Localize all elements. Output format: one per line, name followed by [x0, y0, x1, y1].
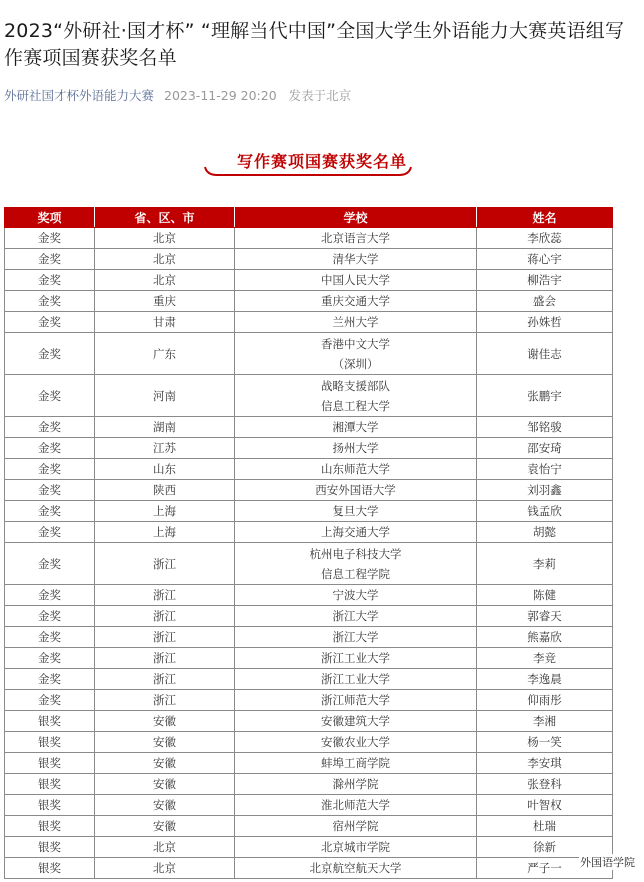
header-province: 省、区、市: [95, 208, 235, 228]
cell-school: 浙江工业大学: [235, 648, 477, 669]
cell-school: 安徽农业大学: [235, 732, 477, 753]
cell-province: 浙江: [95, 690, 235, 711]
account-name-link[interactable]: 外研社国才杯外语能力大赛: [4, 88, 155, 103]
cell-award: 金奖: [5, 417, 95, 438]
cell-name: 李竞: [477, 648, 613, 669]
award-table: [4, 207, 613, 879]
table-row: [5, 711, 613, 732]
cell-award: 金奖: [5, 606, 95, 627]
cell-award: 银奖: [5, 711, 95, 732]
cell-province: 浙江: [95, 543, 235, 585]
cell-name: 李安琪: [477, 753, 613, 774]
cell-province: 浙江: [95, 585, 235, 606]
table-row: [5, 312, 613, 333]
cell-province: 北京: [95, 858, 235, 879]
cell-award: 银奖: [5, 774, 95, 795]
publish-location: 发表于北京: [288, 88, 352, 103]
table-row: [5, 795, 613, 816]
article-title: 2023“外研社·国才杯” “理解当代中国”全国大学生外语能力大赛英语组写作赛项国赛获奖名单: [4, 20, 625, 69]
cell-name: 蒋心宇: [477, 249, 613, 270]
cell-name: 杜瑞: [477, 816, 613, 837]
cell-award: 银奖: [5, 816, 95, 837]
cell-province: 安徽: [95, 732, 235, 753]
cell-province: 安徽: [95, 774, 235, 795]
table-row: [5, 228, 613, 249]
table-row: [5, 732, 613, 753]
cell-name: 胡懿: [477, 522, 613, 543]
cell-school: 浙江大学: [235, 627, 477, 648]
cell-school: 北京语言大学: [235, 228, 477, 249]
table-row: [5, 480, 613, 501]
cell-province: 安徽: [95, 711, 235, 732]
cell-name: 张登科: [477, 774, 613, 795]
header-award: 奖项: [5, 208, 95, 228]
cell-school: 浙江大学: [235, 606, 477, 627]
cell-award: 金奖: [5, 459, 95, 480]
cell-school: 北京城市学院: [235, 837, 477, 858]
cell-award: 金奖: [5, 291, 95, 312]
table-row: [5, 816, 613, 837]
cell-award: 金奖: [5, 501, 95, 522]
cell-school: 兰州大学: [235, 312, 477, 333]
publish-date: 2023-11-29 20:20: [164, 88, 277, 103]
cell-school: 西安外国语大学: [235, 480, 477, 501]
cell-name: 邹铭骏: [477, 417, 613, 438]
cell-school: 重庆交通大学: [235, 291, 477, 312]
cell-school: 中国人民大学: [235, 270, 477, 291]
table-row: [5, 606, 613, 627]
table-row: [5, 270, 613, 291]
watermark-text: 外国语学院: [580, 856, 635, 869]
header-school: 学校: [235, 208, 477, 228]
cell-name: 李莉: [477, 543, 613, 585]
cell-name: 叶智权: [477, 795, 613, 816]
table-row: [5, 627, 613, 648]
cell-name: 仰雨彤: [477, 690, 613, 711]
cell-award: 银奖: [5, 837, 95, 858]
cell-province: 江苏: [95, 438, 235, 459]
table-row: [5, 543, 613, 585]
table-row: [5, 774, 613, 795]
table-header-row: [5, 208, 613, 228]
cell-province: 湖南: [95, 417, 235, 438]
table-row: [5, 858, 613, 879]
cell-school: 山东师范大学: [235, 459, 477, 480]
cell-name: 孙姝哲: [477, 312, 613, 333]
cell-name: 李湘: [477, 711, 613, 732]
cell-province: 重庆: [95, 291, 235, 312]
cell-province: 安徽: [95, 816, 235, 837]
cell-province: 浙江: [95, 606, 235, 627]
cell-school: 上海交通大学: [235, 522, 477, 543]
cell-name: 郭睿天: [477, 606, 613, 627]
cell-name: 杨一笑: [477, 732, 613, 753]
cell-province: 陕西: [95, 480, 235, 501]
cell-school: 滁州学院: [235, 774, 477, 795]
table-row: [5, 291, 613, 312]
cell-award: 金奖: [5, 270, 95, 291]
table-row: [5, 522, 613, 543]
cell-award: 金奖: [5, 312, 95, 333]
cell-province: 浙江: [95, 648, 235, 669]
cell-award: 金奖: [5, 333, 95, 375]
header-name: 姓名: [477, 208, 613, 228]
table-body: [5, 228, 613, 879]
cell-school: 扬州大学: [235, 438, 477, 459]
cell-province: 安徽: [95, 753, 235, 774]
cell-school: 浙江工业大学: [235, 669, 477, 690]
cell-award: 银奖: [5, 795, 95, 816]
cell-school: 宁波大学: [235, 585, 477, 606]
cell-name: 邵安琦: [477, 438, 613, 459]
cell-province: 安徽: [95, 795, 235, 816]
cell-award: 金奖: [5, 648, 95, 669]
cell-province: 北京: [95, 249, 235, 270]
cell-name: 柳浩宇: [477, 270, 613, 291]
cell-award: 金奖: [5, 375, 95, 417]
cell-province: 北京: [95, 228, 235, 249]
cell-award: 金奖: [5, 480, 95, 501]
section-title-underline: [203, 166, 413, 178]
cell-school: 宿州学院: [235, 816, 477, 837]
table-row: [5, 333, 613, 375]
table-row: [5, 690, 613, 711]
table-row: [5, 753, 613, 774]
cell-school: 清华大学: [235, 249, 477, 270]
table-row: [5, 249, 613, 270]
cell-province: 北京: [95, 837, 235, 858]
table-row: [5, 669, 613, 690]
cell-province: 北京: [95, 270, 235, 291]
cell-province: 广东: [95, 333, 235, 375]
table-row: [5, 648, 613, 669]
cell-province: 上海: [95, 501, 235, 522]
cell-school: 北京航空航天大学: [235, 858, 477, 879]
cell-school: 蚌埠工商学院: [235, 753, 477, 774]
cell-name: 袁怡宁: [477, 459, 613, 480]
table-row: [5, 438, 613, 459]
cell-school: 淮北师范大学: [235, 795, 477, 816]
section-title: 写作赛项国赛获奖名单: [236, 152, 407, 171]
cell-name: 盛会: [477, 291, 613, 312]
cell-school: 杭州电子科技大学 信息工程学院: [235, 543, 477, 585]
cell-name: 钱孟欣: [477, 501, 613, 522]
cell-name: 李逸晨: [477, 669, 613, 690]
table-row: [5, 459, 613, 480]
cell-school: 浙江师范大学: [235, 690, 477, 711]
cell-name: 谢佳志: [477, 333, 613, 375]
cell-award: 金奖: [5, 669, 95, 690]
table-row: [5, 585, 613, 606]
table-row: [5, 837, 613, 858]
cell-name: 熊嘉欣: [477, 627, 613, 648]
cell-award: 银奖: [5, 753, 95, 774]
cell-name: 张鹏宇: [477, 375, 613, 417]
cell-award: 银奖: [5, 858, 95, 879]
cell-name: 严子一: [477, 858, 613, 879]
table-row: [5, 501, 613, 522]
cell-award: 金奖: [5, 438, 95, 459]
cell-award: 银奖: [5, 732, 95, 753]
cell-province: 河南: [95, 375, 235, 417]
cell-name: 刘羽鑫: [477, 480, 613, 501]
cell-name: 徐新: [477, 837, 613, 858]
cell-school: 战略支援部队 信息工程大学: [235, 375, 477, 417]
cell-award: 金奖: [5, 585, 95, 606]
cell-name: 李欣蕊: [477, 228, 613, 249]
cell-school: 香港中文大学 （深圳）: [235, 333, 477, 375]
cell-province: 浙江: [95, 627, 235, 648]
cell-province: 浙江: [95, 669, 235, 690]
cell-province: 山东: [95, 459, 235, 480]
cell-name: 陈健: [477, 585, 613, 606]
cell-award: 金奖: [5, 522, 95, 543]
table-row: [5, 417, 613, 438]
article-meta: [4, 86, 351, 104]
cell-school: 复旦大学: [235, 501, 477, 522]
cell-school: 安徽建筑大学: [235, 711, 477, 732]
table-row: [5, 375, 613, 417]
cell-award: 金奖: [5, 543, 95, 585]
cell-award: 金奖: [5, 690, 95, 711]
cell-province: 甘肃: [95, 312, 235, 333]
cell-award: 金奖: [5, 228, 95, 249]
cell-school: 湘潭大学: [235, 417, 477, 438]
cell-award: 金奖: [5, 627, 95, 648]
cell-award: 金奖: [5, 249, 95, 270]
cell-province: 上海: [95, 522, 235, 543]
